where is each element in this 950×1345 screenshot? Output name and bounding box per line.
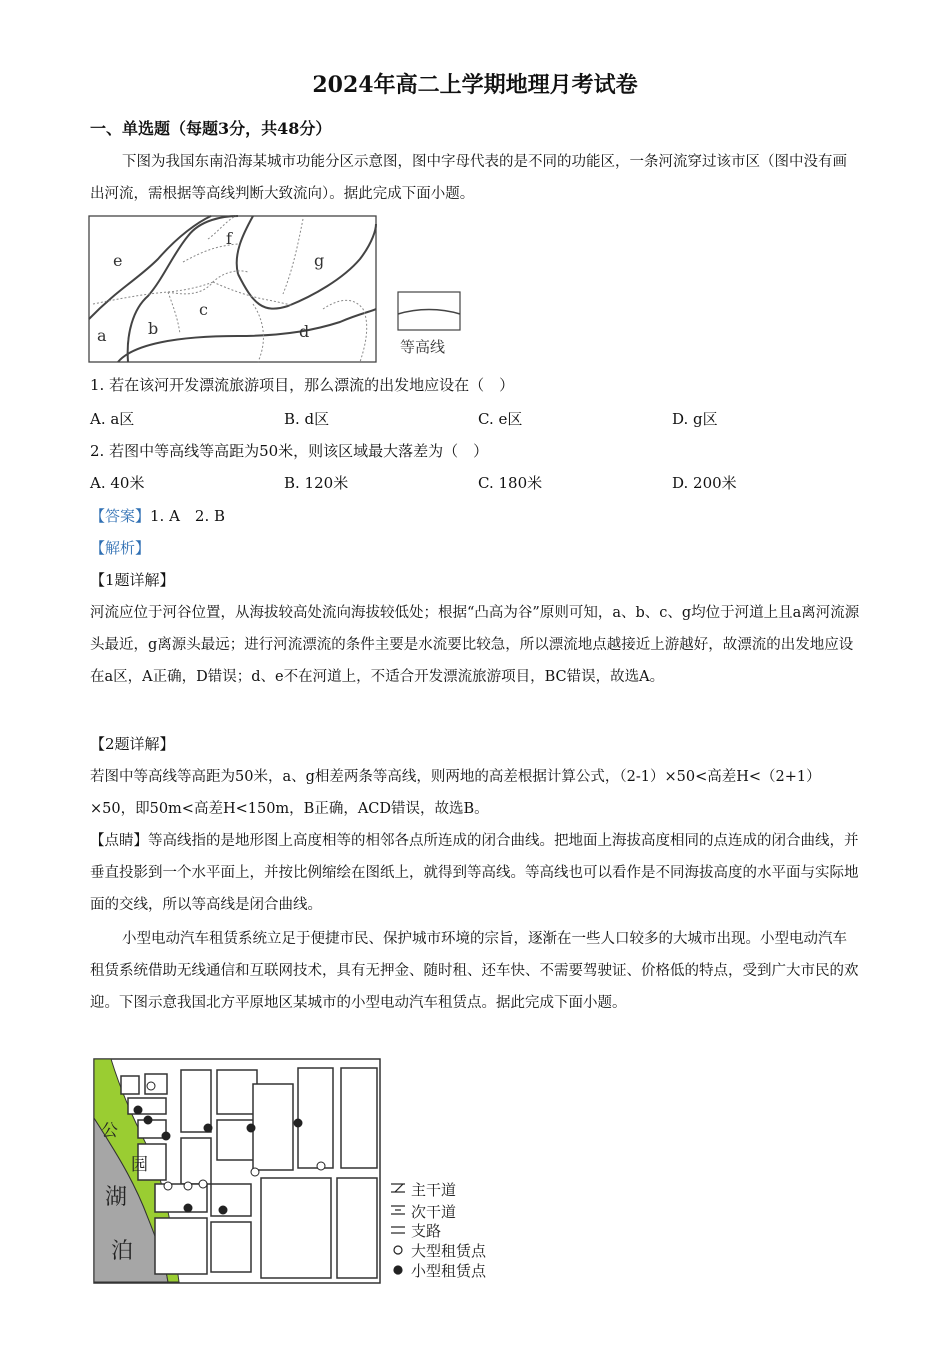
legend-large-rental: 大型租赁点 bbox=[411, 1242, 487, 1260]
legend-label: 等高线 bbox=[400, 338, 446, 356]
q1-option-a: A. a区 bbox=[90, 410, 135, 428]
detail-1-text: 河流应位于河谷位置，从海拔较高处流向海拔较低处；根据“凸高为谷”原则可知，a、b、c、g均位于河道上且a离河流源头最近，g离源头最远；进行河流漂流的条件主要是水流要比较急，所以漂流地点越接近上游越好，故漂流的出发地应设在a区，A正确，D错误；d、e不在河道上，不适合开发漂流旅游项目，BC错误，故选A。 bbox=[90, 605, 860, 685]
detail-1-tag: 【1题详解】 bbox=[90, 571, 175, 589]
tip-paragraph bbox=[90, 825, 860, 921]
zone-label-d: d bbox=[299, 322, 310, 341]
map-frame bbox=[89, 216, 376, 362]
lake-label-1: 湖 bbox=[105, 1185, 128, 1210]
q1-option-b: B. d区 bbox=[284, 410, 330, 428]
park-label-2: 园 bbox=[131, 1155, 148, 1175]
question-1: 1. 若在该河开发漂流旅游项目，那么漂流的出发地应设在（ ） bbox=[90, 376, 515, 394]
question-2: 2. 若图中等高线等高距为50米，则该区域最大落差为（ ） bbox=[90, 442, 489, 460]
q1-option-d: D. g区 bbox=[672, 410, 718, 428]
q2-option-b: B. 120米 bbox=[284, 474, 349, 492]
zone-label-b: b bbox=[148, 319, 159, 338]
zone-label-c: c bbox=[199, 300, 208, 319]
analysis-tag: 【解析】 bbox=[90, 539, 151, 557]
legend-branch-road: 支路 bbox=[411, 1222, 442, 1240]
page-title: 2024年高二上学期地理月考试卷 bbox=[312, 72, 638, 98]
detail-2-tag: 【2题详解】 bbox=[90, 735, 175, 753]
tip-tag: 【点睛】 bbox=[90, 833, 148, 849]
q2-option-c: C. 180米 bbox=[478, 474, 543, 492]
answer-tag: 【答案】 bbox=[90, 507, 151, 525]
intro-passage-1: 下图为我国东南沿海某城市功能分区示意图，图中字母代表的是不同的功能区，一条河流穿过该市区（图中没有画出河流，需根据等高线判断大致流向）。据此完成下面小题。 bbox=[90, 154, 847, 202]
intro-passage-2: 小型电动汽车租赁系统立足于便捷市民、保护城市环境的宗旨，逐渐在一些人口较多的大城市出现。小型电动汽车租赁系统借助无线通信和互联网技术，具有无押金、随时租、还车快、不需要驾驶证、价格低的特点，受到广大市民的欢迎。下图示意我国北方平原地区某城市的小型电动汽车租赁点。据此完成下面小题。 bbox=[90, 931, 859, 1011]
legend-secondary-road: 次干道 bbox=[411, 1203, 457, 1221]
contour-map bbox=[88, 214, 468, 366]
rental-map bbox=[93, 1058, 513, 1286]
legend-main-road: 主干道 bbox=[411, 1181, 457, 1199]
park-label-1: 公 bbox=[101, 1121, 118, 1141]
lake-label-2: 泊 bbox=[111, 1239, 134, 1264]
section-heading: 一、单选题（每题3分，共48分） bbox=[90, 119, 332, 138]
tip-text: 等高线指的是地形图上高度相等的相邻各点所连成的闭合曲线。把地面上海拔高度相同的点连成的闭合曲线，并垂直投影到一个水平面上，并按比例缩绘在图纸上，就得到等高线。等高线也可以看作是不同海拔高度的水平面与实际地面的交线，所以等高线是闭合曲线。 bbox=[90, 833, 859, 913]
answer-text: 1. A 2. B bbox=[150, 507, 226, 525]
zone-label-f: f bbox=[226, 229, 232, 248]
answer-line bbox=[90, 505, 225, 526]
q1-option-c: C. e区 bbox=[478, 410, 523, 428]
q2-option-d: D. 200米 bbox=[672, 474, 737, 492]
zone-label-a: a bbox=[97, 326, 107, 345]
detail-2-text: 若图中等高线等高距为50米，a、g相差两条等高线，则两地的高差根据计算公式，（2-1）×50<高差H<（2+1）×50，即50m<高差H<150m，B正确，ACD错误，故选B。 bbox=[90, 769, 821, 817]
zone-label-e: e bbox=[113, 251, 123, 270]
legend-small-rental: 小型租赁点 bbox=[411, 1262, 487, 1280]
zone-label-g: g bbox=[314, 251, 325, 270]
q2-option-a: A. 40米 bbox=[90, 474, 145, 492]
